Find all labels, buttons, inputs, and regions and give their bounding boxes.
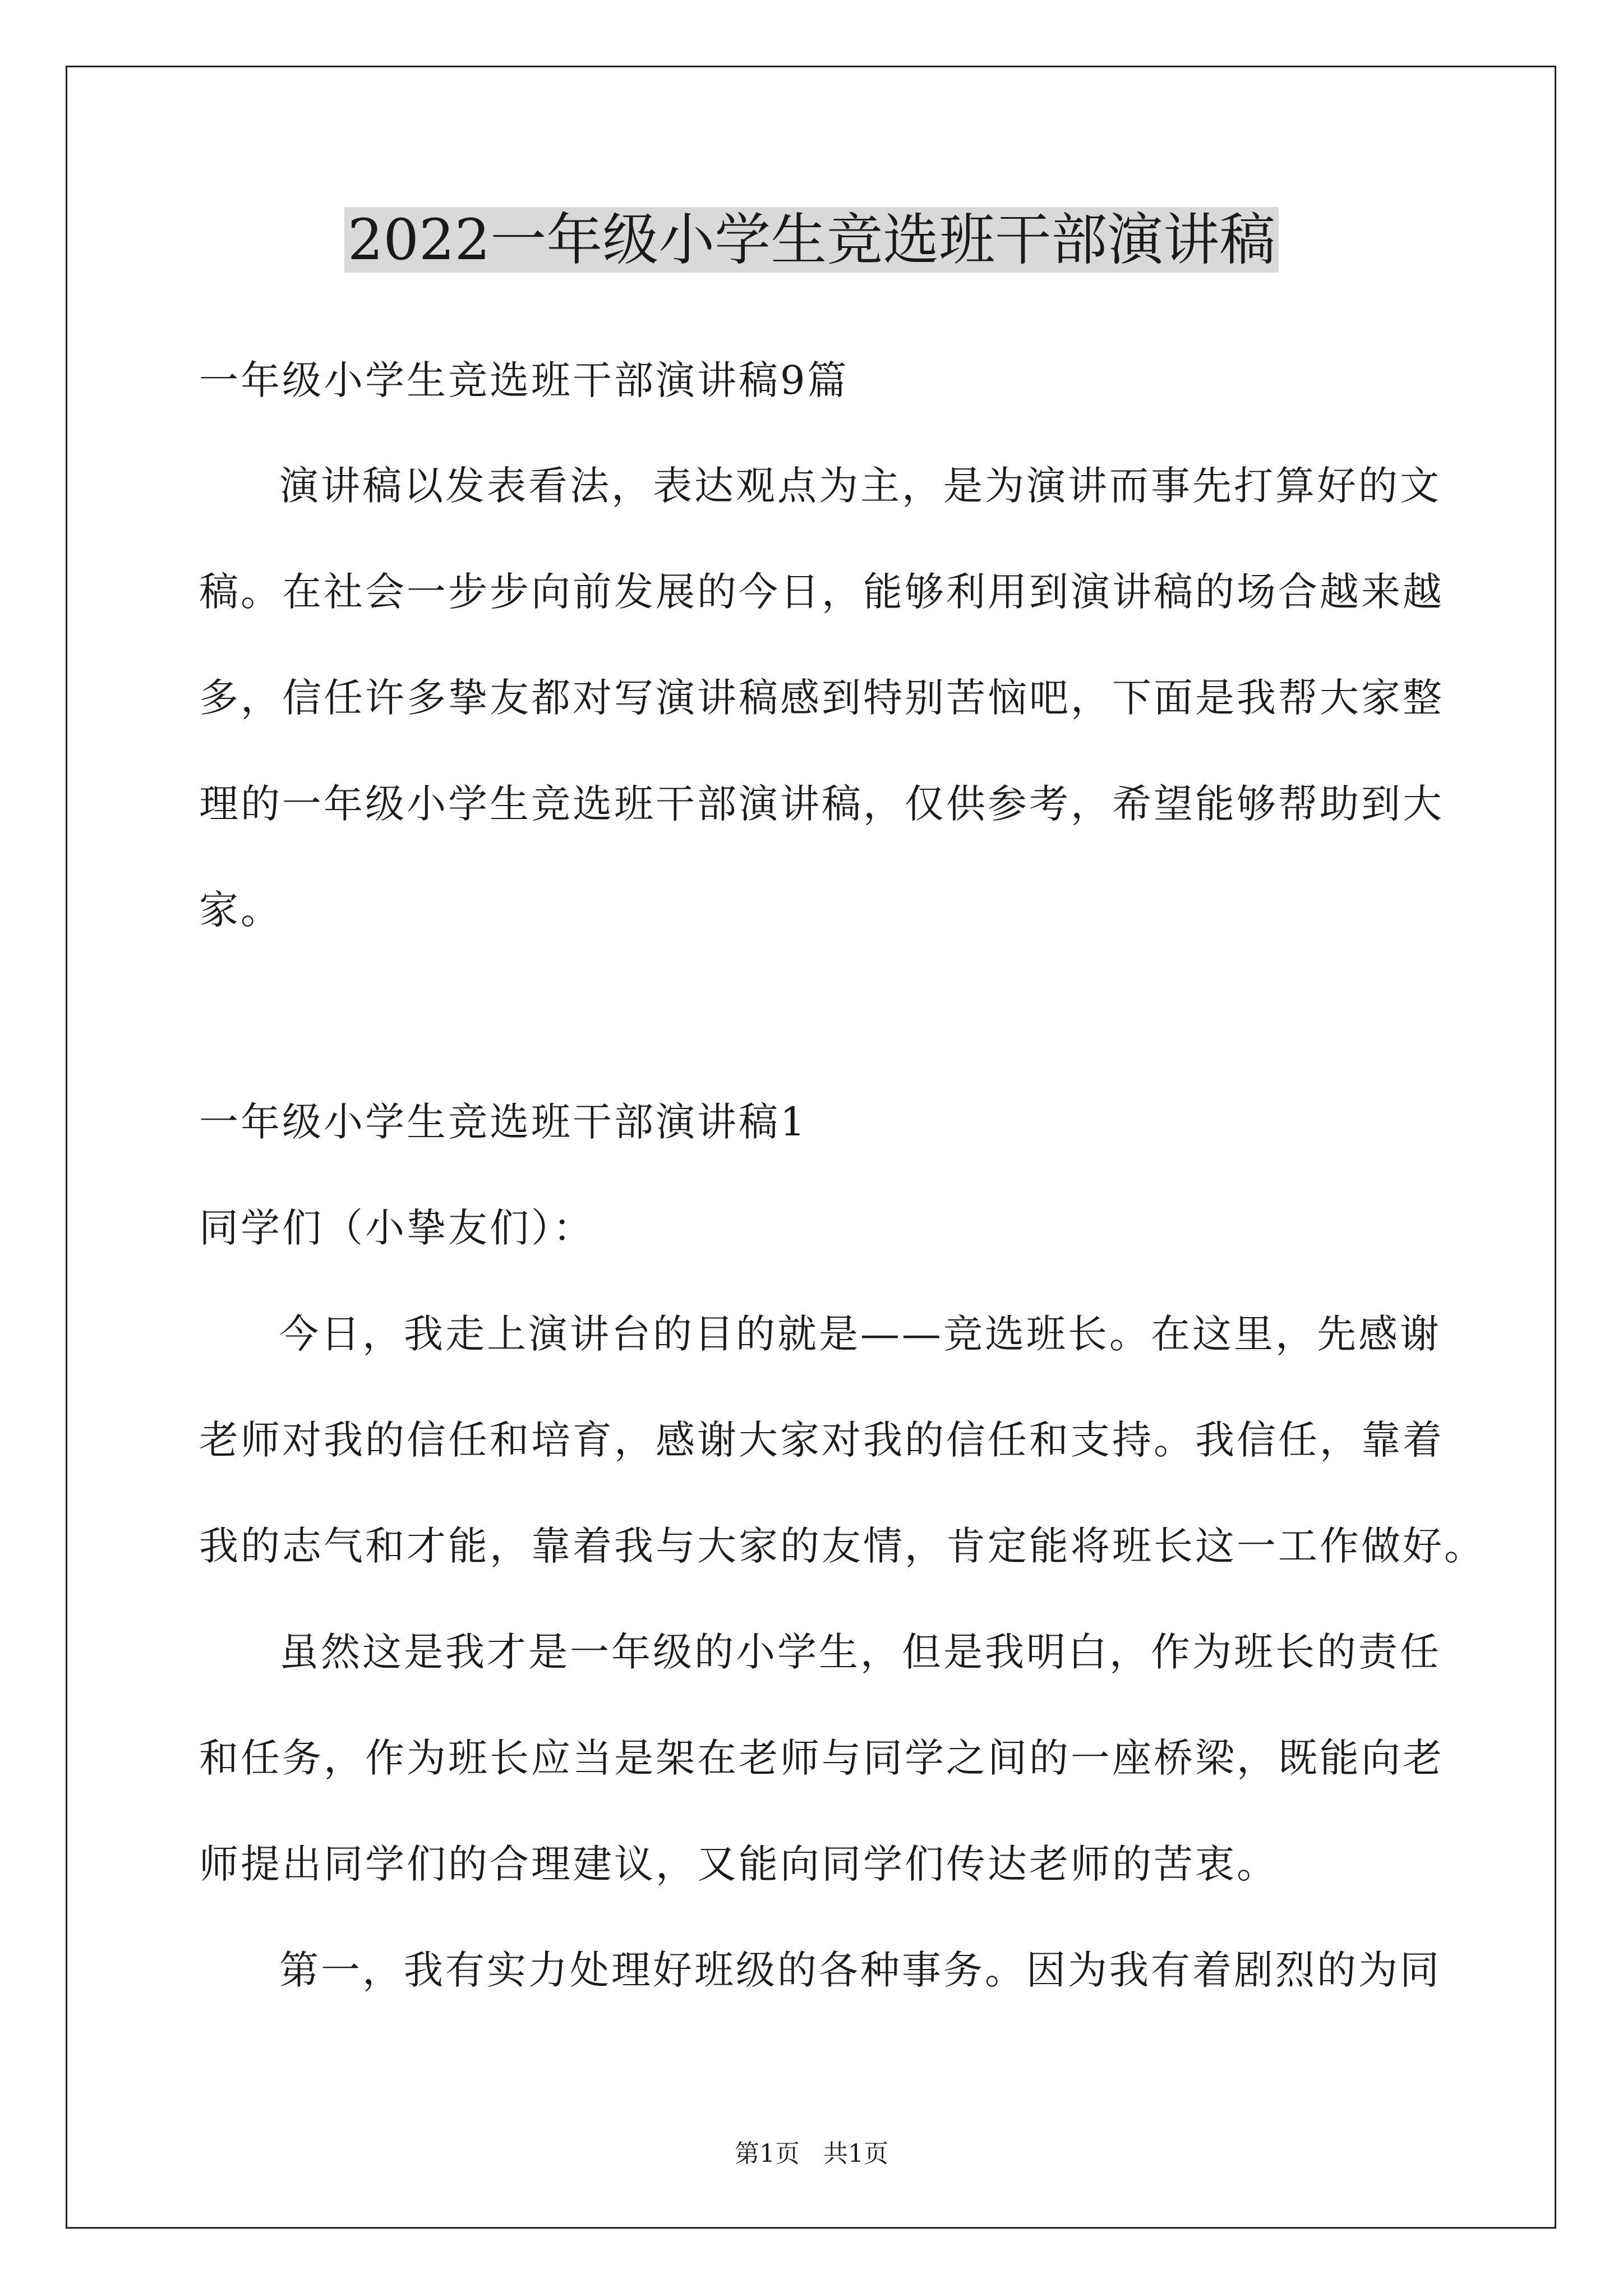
speech-line-2: 老师对我的信任和培育，感谢大家对我的信任和支持。我信任，靠着: [199, 1417, 1444, 1463]
speech-line-1: 今日，我走上演讲台的目的就是——竞选班长。在这里，先感谢: [279, 1311, 1441, 1357]
speech-heading: 一年级小学生竞选班干部演讲稿1: [199, 1099, 808, 1145]
speech-salutation: 同学们（小挚友们）：: [199, 1205, 594, 1251]
intro-line-5: 家。: [199, 887, 282, 933]
speech-line-3: 我的志气和才能，靠着我与大家的友情，肯定能将班长这一工作做好。: [199, 1523, 1486, 1569]
speech-line-4: 虽然这是我才是一年级的小学生，但是我明白，作为班长的责任: [279, 1629, 1441, 1675]
speech-line-6: 师提出同学们的合理建议，又能向同学们传达老师的苦衷。: [199, 1841, 1278, 1887]
page-number: 第1页 共1页: [735, 2139, 888, 2168]
intro-line-1: 演讲稿以发表看法，表达观点为主，是为演讲而事先打算好的文: [279, 463, 1441, 509]
intro-line-2: 稿。在社会一步步向前发展的今日，能够利用到演讲稿的场合越来越: [199, 569, 1444, 615]
speech-line-7: 第一，我有实力处理好班级的各种事务。因为我有着剧烈的为同: [279, 1947, 1441, 1993]
document-title: 2022一年级小学生竞选班干部演讲稿: [0, 201, 1623, 279]
intro-line-4: 理的一年级小学生竞选班干部演讲稿，仅供参考，希望能够帮助到大: [199, 781, 1444, 827]
intro-line-3: 多，信任许多挚友都对写演讲稿感到特别苦恼吧，下面是我帮大家整: [199, 675, 1444, 721]
doc-subtitle: 一年级小学生竞选班干部演讲稿9篇: [199, 357, 849, 403]
speech-line-5: 和任务，作为班长应当是架在老师与同学之间的一座桥梁，既能向老: [199, 1735, 1444, 1781]
